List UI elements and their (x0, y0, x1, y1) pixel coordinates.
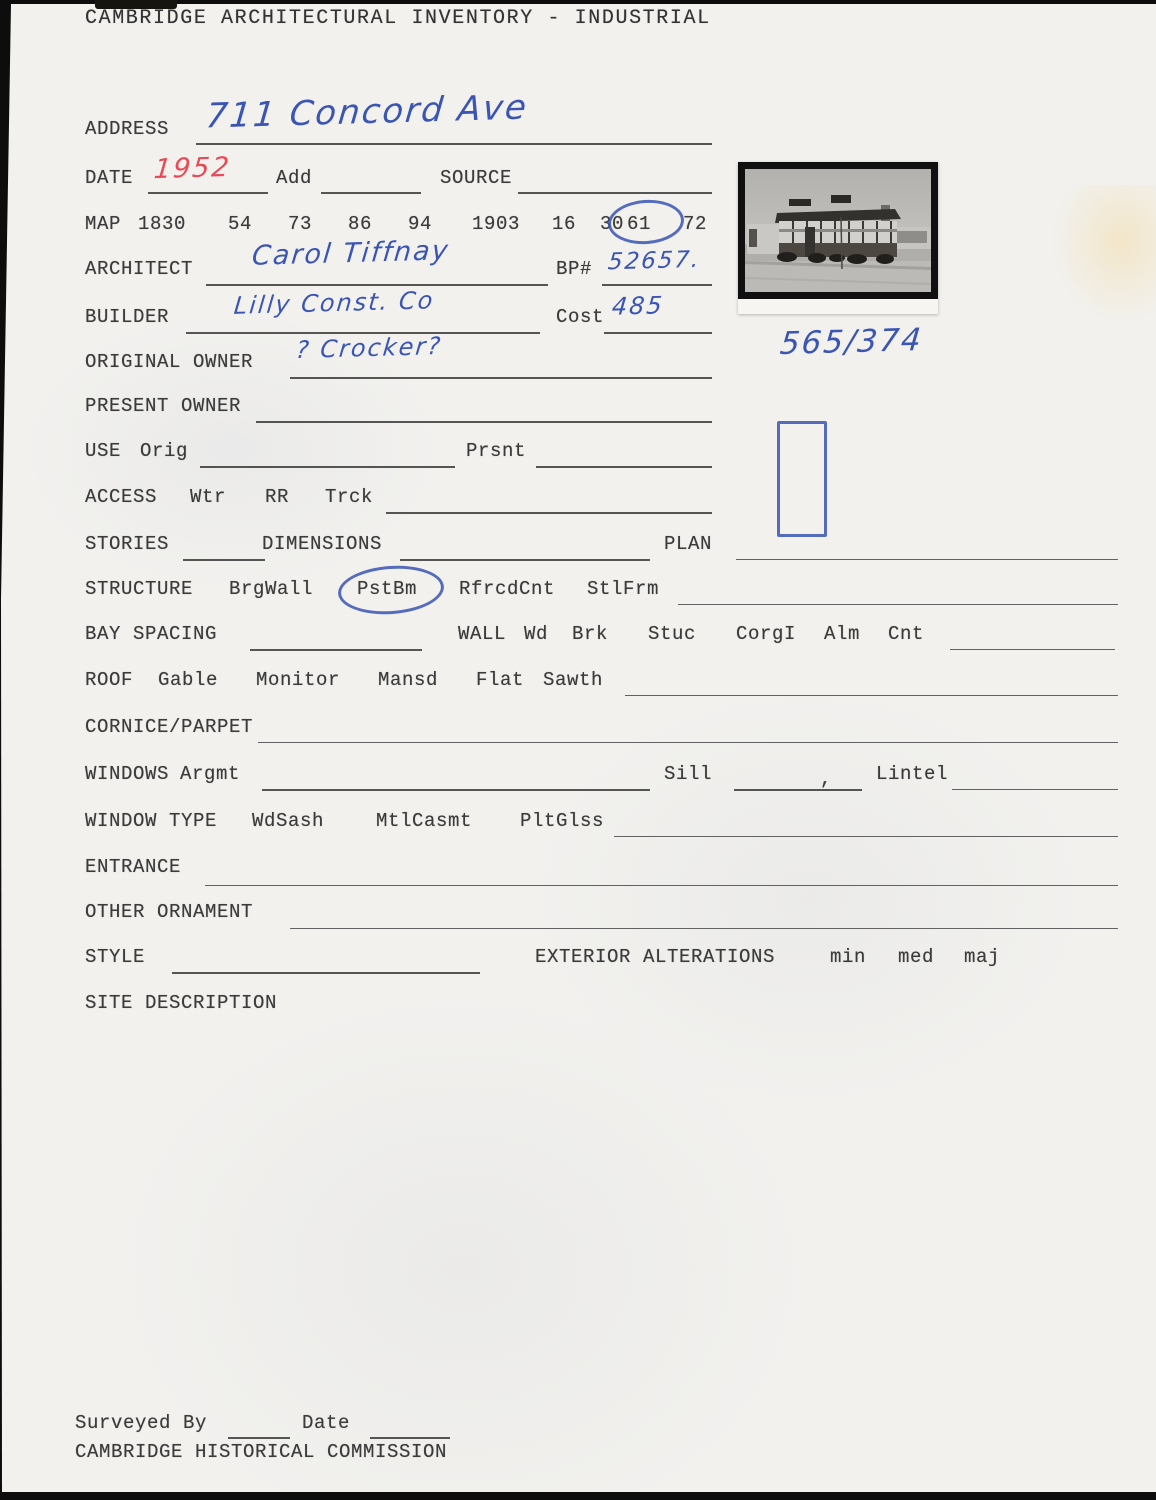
plan-blank (736, 559, 1118, 560)
ink-rectangle-annotation (777, 421, 827, 537)
roof-option: Gable (158, 669, 219, 691)
roof-blank (625, 695, 1118, 696)
entrance-label: ENTRANCE (85, 856, 182, 878)
window-type-blank (614, 836, 1118, 837)
builder-label: BUILDER (85, 306, 170, 328)
exterior-alterations-option: min (830, 946, 867, 968)
structure-label: STRUCTURE (85, 578, 194, 600)
exterior-alterations-option: med (898, 946, 935, 968)
access-label: ACCESS (85, 486, 158, 508)
windows-lintel-blank (952, 789, 1118, 790)
roof-label: ROOF (85, 669, 134, 691)
windows-sill-label: Sill (664, 763, 713, 785)
use-orig-blank (200, 466, 455, 468)
original-owner-blank (290, 377, 712, 379)
entrance-blank (205, 885, 1118, 886)
map-value: 86 (348, 213, 373, 235)
original-owner-handwritten-value: ? Crocker? (294, 331, 444, 365)
add-blank (321, 192, 421, 194)
cost-label: Cost (556, 306, 605, 328)
cost-handwritten-value: 485 (610, 291, 666, 321)
window-type-option: MtlCasmt (376, 810, 473, 832)
structure-option-circled: PstBm (357, 578, 418, 600)
architect-label: ARCHITECT (85, 258, 194, 280)
site-description-label: SITE DESCRIPTION (85, 992, 278, 1014)
date-label: DATE (85, 167, 134, 189)
present-owner-label: PRESENT OWNER (85, 395, 242, 417)
builder-handwritten-value: Lilly Const. Co (232, 286, 436, 320)
wall-label: WALL (458, 623, 507, 645)
organization-name: CAMBRIDGE HISTORICAL COMMISSION (75, 1441, 448, 1463)
address-label: ADDRESS (85, 118, 170, 140)
map-value: 72 (683, 213, 708, 235)
address-handwritten-value: 711 Concord Ave (204, 87, 530, 137)
stories-label: STORIES (85, 533, 170, 555)
building-photo (738, 162, 938, 314)
windows-label: WINDOWS (85, 763, 170, 785)
map-value: 30 (600, 213, 625, 235)
windows-sill-blank (734, 789, 862, 791)
plan-label: PLAN (664, 533, 713, 555)
exterior-alterations-label: EXTERIOR ALTERATIONS (535, 946, 776, 968)
roof-option: Flat (476, 669, 525, 691)
date-handwritten-value: 1952 (152, 151, 233, 186)
access-option: Wtr (190, 486, 227, 508)
cornice-blank (258, 742, 1118, 743)
map-label: MAP (85, 213, 122, 235)
bp-blank (602, 284, 712, 286)
wall-option: Brk (572, 623, 609, 645)
window-type-option: WdSash (252, 810, 325, 832)
window-type-option: PltGlss (520, 810, 605, 832)
structure-blank (678, 604, 1118, 605)
architect-handwritten-value: Carol Tiffnay (250, 235, 452, 272)
structure-option: BrgWall (229, 578, 314, 600)
address-blank (196, 143, 712, 145)
map-value: 1903 (472, 213, 521, 235)
surveyed-by-blank (228, 1437, 290, 1439)
footer-date-label: Date (302, 1412, 351, 1434)
windows-lintel-label: Lintel (876, 763, 949, 785)
surveyed-by-label: Surveyed By (75, 1412, 208, 1434)
windows-argmt-label: Argmt (180, 763, 241, 785)
other-ornament-blank (290, 928, 1118, 929)
wall-blank (950, 649, 1115, 650)
bp-handwritten-value: 52657. (606, 246, 702, 276)
wall-option: CorgI (736, 623, 797, 645)
present-owner-blank (256, 421, 712, 423)
map-value-circled: 61 (627, 213, 652, 235)
building-photo-image (738, 162, 938, 299)
roof-option: Sawth (543, 669, 604, 691)
windows-argmt-blank (262, 789, 650, 791)
date-blank (148, 192, 268, 194)
cornice-label: CORNICE/PARPET (85, 716, 254, 738)
roof-option: Mansd (378, 669, 439, 691)
use-orig-label: Orig (140, 440, 189, 462)
bay-spacing-label: BAY SPACING (85, 623, 218, 645)
photo-ref-handwritten: 565/374 (778, 321, 925, 363)
bay-spacing-blank (250, 649, 422, 651)
source-blank (518, 192, 712, 194)
use-prsnt-label: Prsnt (466, 440, 527, 462)
page-title: CAMBRIDGE ARCHITECTURAL INVENTORY - INDUSTRIAL (85, 7, 711, 30)
window-type-label: WINDOW TYPE (85, 810, 218, 832)
access-blank (386, 512, 712, 514)
stray-comma-mark: , (820, 768, 833, 790)
access-option: Trck (325, 486, 374, 508)
source-label: SOURCE (440, 167, 513, 189)
dimensions-label: DIMENSIONS (262, 533, 383, 555)
access-option: RR (265, 486, 290, 508)
style-blank (172, 972, 480, 974)
map-value: 16 (552, 213, 577, 235)
architect-blank (206, 284, 548, 286)
roof-option: Monitor (256, 669, 341, 691)
building-photo-scene (745, 169, 931, 292)
paper-stain (1050, 185, 1156, 325)
add-label: Add (276, 167, 313, 189)
structure-option: StlFrm (587, 578, 660, 600)
wall-option: Wd (524, 623, 549, 645)
other-ornament-label: OTHER ORNAMENT (85, 901, 254, 923)
map-value: 73 (288, 213, 313, 235)
original-owner-label: ORIGINAL OWNER (85, 351, 254, 373)
wall-option: Alm (824, 623, 861, 645)
map-value: 1830 (138, 213, 187, 235)
stories-blank (183, 559, 265, 561)
cost-blank (604, 332, 712, 334)
use-label: USE (85, 440, 122, 462)
use-prsnt-blank (536, 466, 712, 468)
style-label: STYLE (85, 946, 146, 968)
structure-option: RfrcdCnt (459, 578, 556, 600)
bp-label: BP# (556, 258, 593, 280)
exterior-alterations-option: maj (964, 946, 1001, 968)
wall-option: Cnt (888, 623, 925, 645)
footer-date-blank (370, 1437, 450, 1439)
wall-option: Stuc (648, 623, 697, 645)
map-value: 94 (408, 213, 433, 235)
map-value: 54 (228, 213, 253, 235)
dimensions-blank (400, 559, 650, 561)
